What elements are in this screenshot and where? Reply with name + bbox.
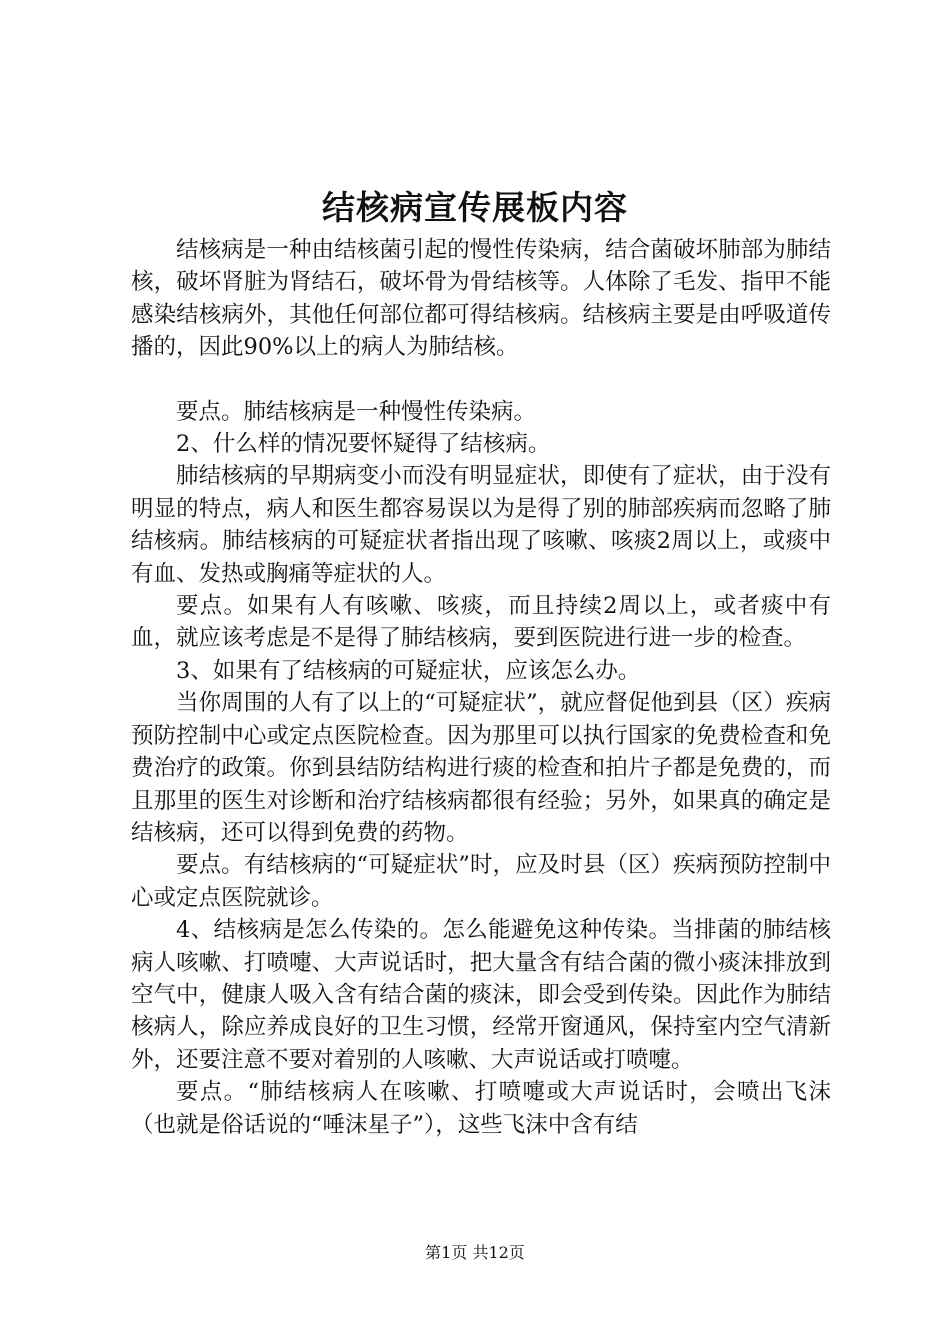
document-body <box>131 234 831 1141</box>
document-title: 结核病宣传展板内容 <box>322 188 628 227</box>
page-number: 第1页 共12页 <box>425 1243 525 1262</box>
paragraph-section-2: 肺结核病的早期病变小而没有明显症状，即使有了症状，由于没有明显的特点，病人和医生都容易误以为是得了别的肺部疾病而忽略了肺结核病。肺结核病的可疑症状者指出现了咳嗽、咳痰2周以上，或痰中有血、发热或胸痛等症状的人。 <box>131 463 831 587</box>
paragraph-keypoint-4: 要点。“肺结核病人在咳嗽、打喷嚏或大声说话时，会喷出飞沫（也就是俗话说的“唾沫星子”），这些飞沫中含有结 <box>131 1079 831 1138</box>
paragraph-heading-3: 3、如果有了结核病的可疑症状，应该怎么办。 <box>176 657 641 684</box>
paragraph-intro: 结核病是一种由结核菌引起的慢性传染病，结合菌破坏肺部为肺结核，破坏肾脏为肾结石，破坏骨为骨结核等。人体除了毛发、指甲不能感染结核病外，其他任何部位都可得结核病。结核病主要是由呼吸道传播的，因此90%以上的病人为肺结核。 <box>131 237 831 361</box>
paragraph-keypoint-3: 要点。有结核病的“可疑症状”时，应及时县（区）疾病预防控制中心或定点医院就诊。 <box>131 852 831 911</box>
paragraph-section-3: 当你周围的人有了以上的“可疑症状”，就应督促他到县（区）疾病预防控制中心或定点医院检查。因为那里可以执行国家的免费检查和免费治疗的政策。你到县结防结构进行痰的检查和拍片子都是免费的，而且那里的医生对诊断和治疗结核病都很有经验；另外，如果真的确定是结核病，还可以得到免费的药物。 <box>131 690 831 846</box>
paragraph-heading-2: 2、什么样的情况要怀疑得了结核病。 <box>176 431 551 458</box>
paragraph-section-4: 4、结核病是怎么传染的。怎么能避免这种传染。当排菌的肺结核病人咳嗽、打喷嚏、大声说话时，把大量含有结合菌的微小痰沫排放到空气中，健康人吸入含有结合菌的痰沫，即会受到传染。因此作为肺结核病人，除应养成良好的卫生习惯，经常开窗通风，保持室内空气清新外，还要注意不要对着别的人咳嗽、大声说话或打喷嚏。 <box>131 917 831 1073</box>
paragraph-keypoint-1: 要点。肺结核病是一种慢性传染病。 <box>176 398 537 425</box>
paragraph-keypoint-2: 要点。如果有人有咳嗽、咳痰，而且持续2周以上，或者痰中有血，就应该考虑是不是得了肺结核病，要到医院进行进一步的检查。 <box>131 593 831 652</box>
